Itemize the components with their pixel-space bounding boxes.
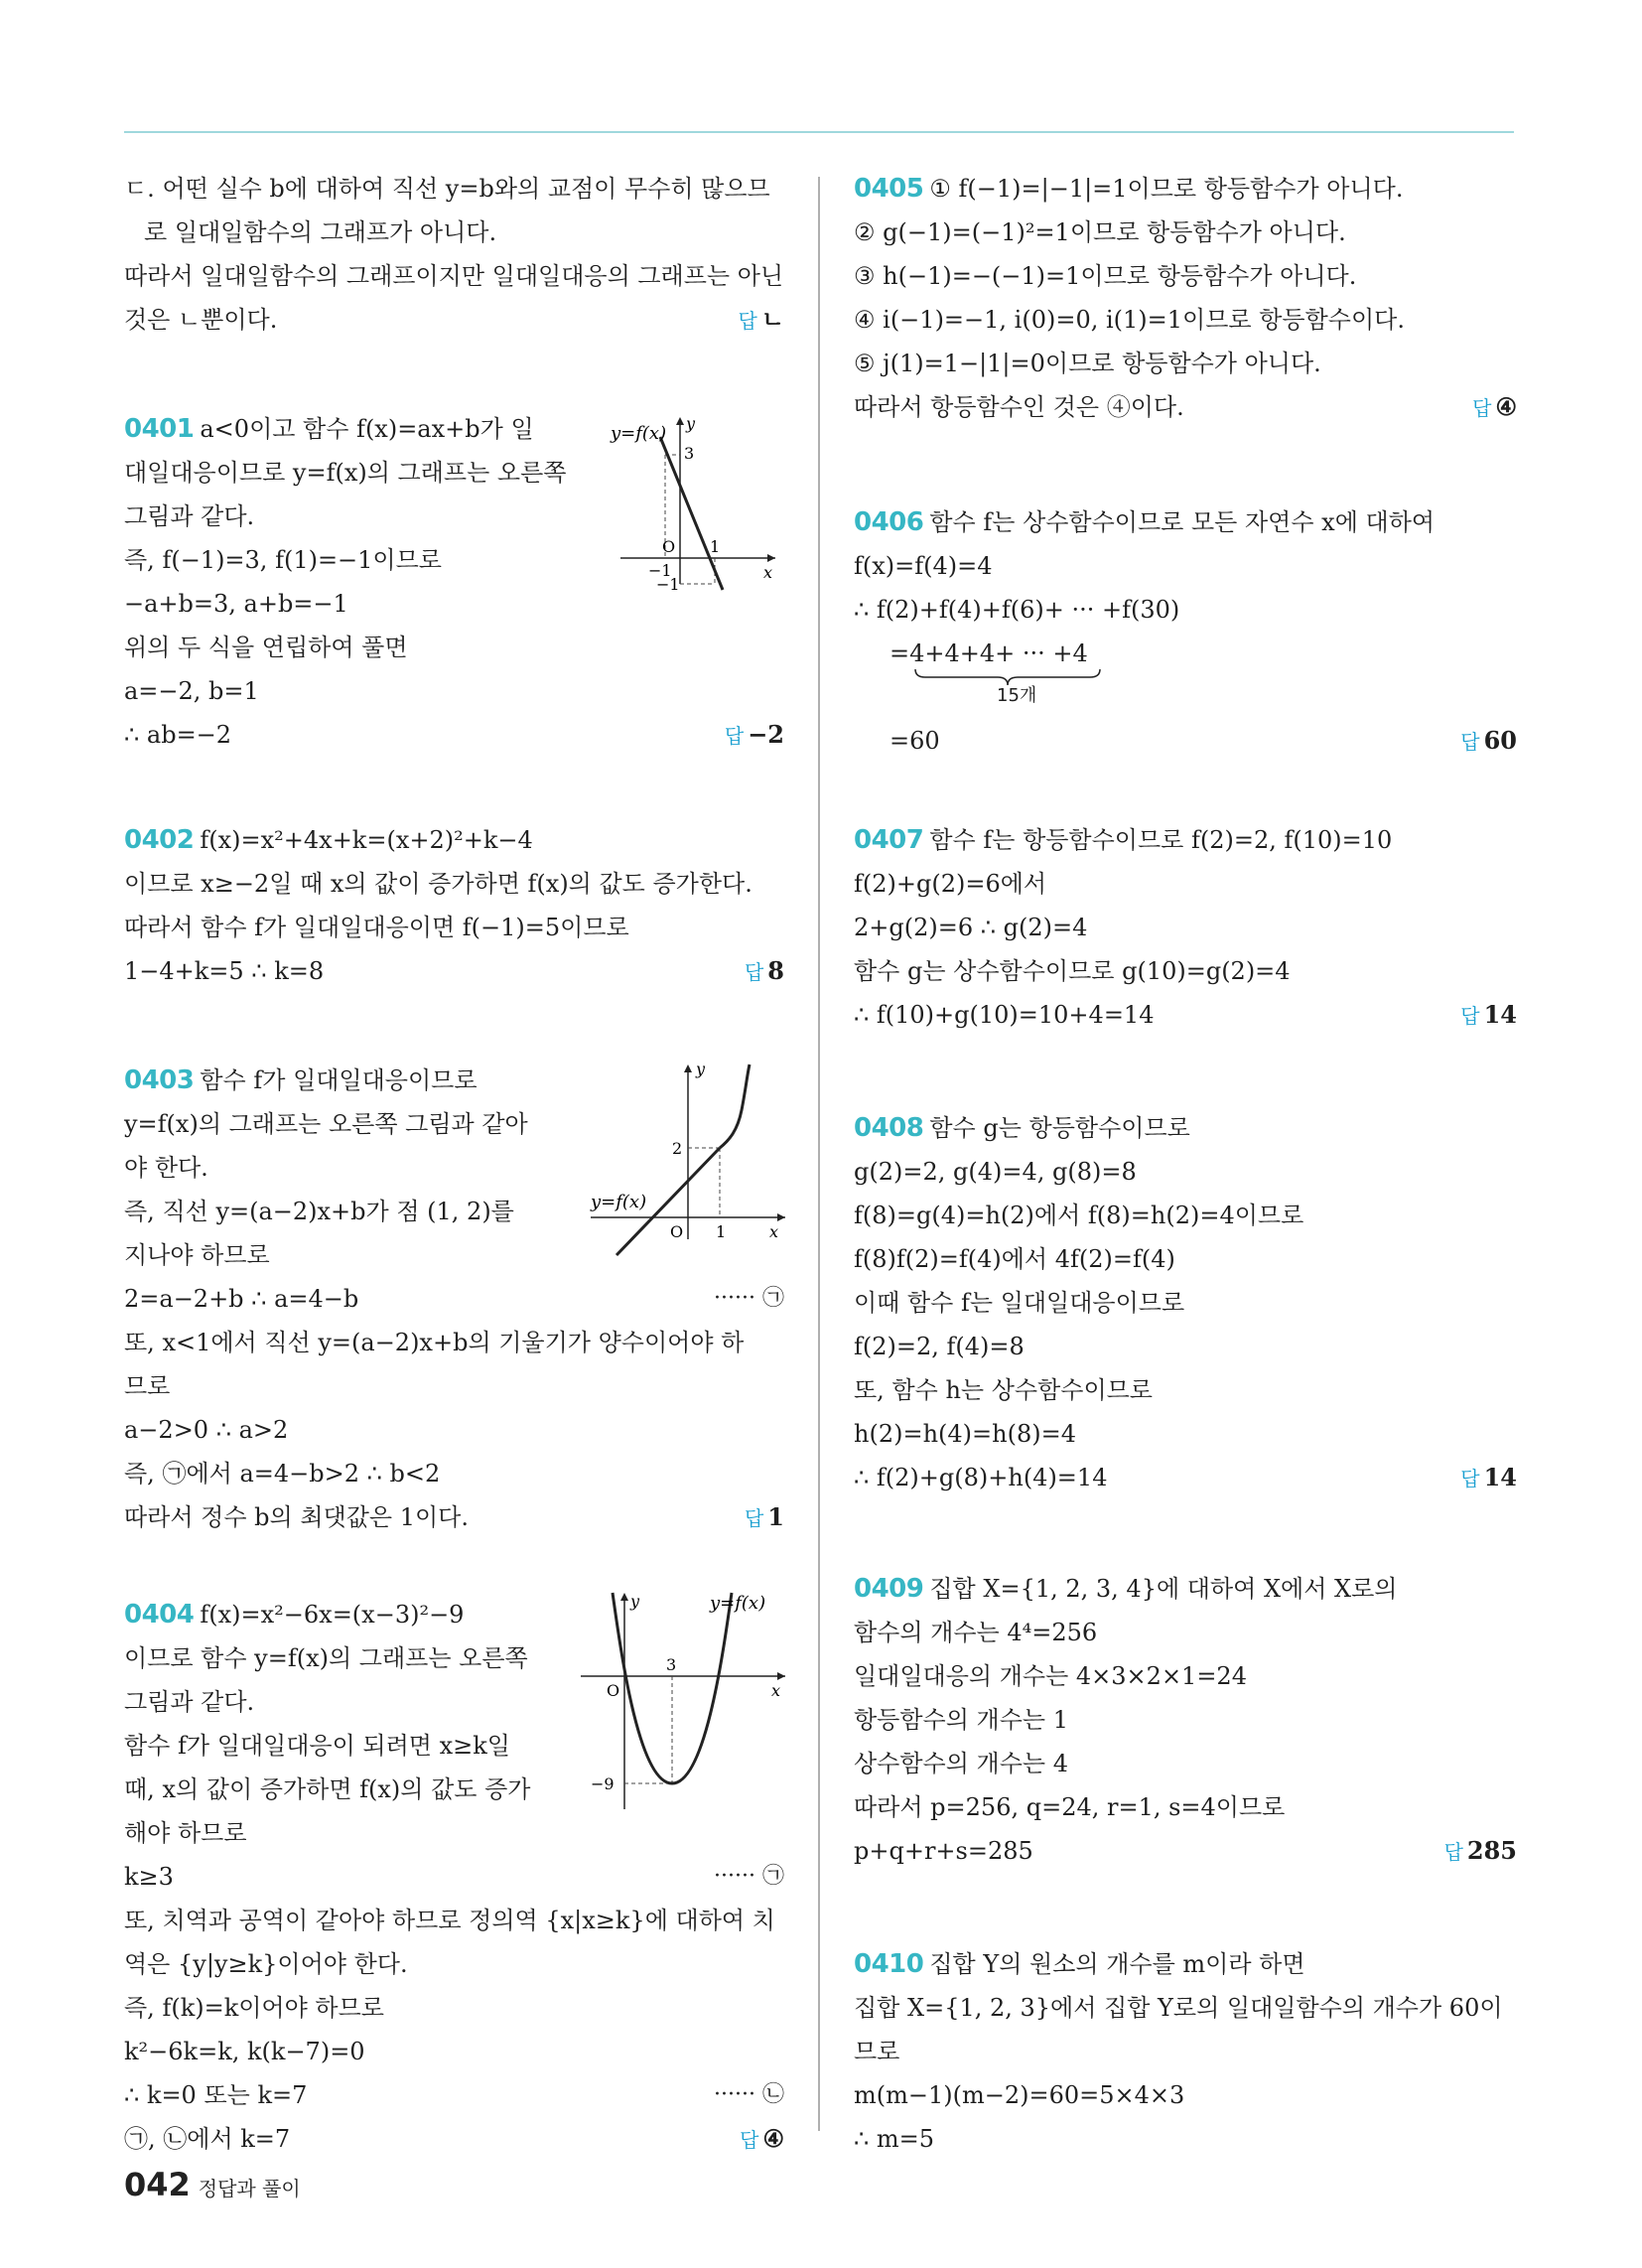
question-number: 0401 xyxy=(124,414,195,444)
text-line: 즉, ㉠에서 a=4−b>2 ∴ b<2 xyxy=(124,1460,441,1488)
text-line: ② g(−1)=(−1)²=1이므로 항등함수가 아니다. xyxy=(854,218,1346,246)
text-line: 따라서 일대일함수의 그래프이지만 일대일대응의 그래프는 아닌 xyxy=(124,262,784,290)
text-line: ∴ f(10)+g(10)=10+4=14 xyxy=(854,1001,1155,1029)
y-axis-label: y xyxy=(696,1060,706,1078)
origin-label: O xyxy=(607,1681,620,1700)
text-line: a=−2, b=1 xyxy=(124,677,259,705)
answer-badge xyxy=(745,1497,784,1538)
text-line: 함수 f가 일대일대응이 되려면 x≥k일 xyxy=(124,1732,510,1760)
top-rule xyxy=(124,131,1514,133)
text-line: 해야 하므로 xyxy=(124,1819,247,1847)
answer-label: 답 xyxy=(1460,730,1480,754)
text-line: ㄷ. 어떤 실수 b에 대하여 직선 y=b와의 교점이 무수히 많으므 xyxy=(124,175,770,203)
question-number: 0409 xyxy=(854,1574,924,1604)
y-axis-label: y xyxy=(686,414,696,433)
origin-label: O xyxy=(662,537,676,556)
tick-label: 3 xyxy=(666,1655,677,1674)
answer-badge xyxy=(725,715,784,756)
text-line: 이때 함수 f는 일대일대응이므로 xyxy=(854,1289,1185,1317)
origin-label: O xyxy=(670,1222,684,1241)
x-axis-label: x xyxy=(769,1222,779,1241)
text-line: 므로 xyxy=(124,1372,171,1400)
text-line: y=f(x)의 그래프는 오른쪽 그림과 같아 xyxy=(124,1110,528,1138)
answer-value: 60 xyxy=(1483,726,1517,755)
text-line: 그림과 같다. xyxy=(124,502,255,530)
answer-badge xyxy=(1472,387,1517,428)
text-line: f(8)=g(4)=h(2)에서 f(8)=h(2)=4이므로 xyxy=(854,1202,1304,1229)
text-line: f(2)=2, f(4)=8 xyxy=(854,1333,1025,1360)
text-line xyxy=(854,820,1517,860)
y-axis-label: y xyxy=(630,1592,640,1611)
text-line: 따라서 항등함수인 것은 ④이다. xyxy=(854,393,1184,421)
text-line: ∴ k=0 또는 k=7 xyxy=(124,2081,308,2109)
text-line: 때, x의 값이 증가하면 f(x)의 값도 증가 xyxy=(124,1775,531,1803)
question-number: 0410 xyxy=(854,1949,924,1979)
text-line xyxy=(854,502,1517,542)
text-line: 야 한다. xyxy=(124,1154,208,1182)
answer-label: 답 xyxy=(738,309,757,333)
text-line: ∴ m=5 xyxy=(854,2125,935,2153)
brace-label: 15개 xyxy=(997,685,1037,706)
answer-badge xyxy=(1460,721,1517,762)
text-line: 따라서 p=256, q=24, r=1, s=4이므로 xyxy=(854,1793,1286,1821)
answer-value: 285 xyxy=(1466,1836,1517,1865)
text-line: 2=a−2+b ∴ a=4−b xyxy=(124,1285,359,1313)
text-line: k≥3 xyxy=(124,1863,174,1891)
graph-0401 xyxy=(611,415,779,594)
answer-label: 답 xyxy=(1472,396,1492,420)
text-line: 로 일대일함수의 그래프가 아니다. xyxy=(144,218,497,246)
answer-label: 답 xyxy=(740,2128,759,2152)
answer-badge xyxy=(740,2119,784,2160)
text-line: ⑤ j(1)=1−|1|=0이므로 항등함수가 아니다. xyxy=(854,350,1321,377)
text-line-content: 함수 g는 항등함수이므로 xyxy=(929,1114,1190,1142)
text-line: a−2>0 ∴ a>2 xyxy=(124,1416,289,1444)
text-line: −a+b=3, a+b=−1 xyxy=(124,590,348,618)
page-footer xyxy=(124,2163,301,2206)
text-line: 항등함수의 개수는 1 xyxy=(854,1706,1068,1734)
text-line-content: a<0이고 함수 f(x)=ax+b가 일 xyxy=(200,415,534,443)
text-line-content: f(x)=x²−6x=(x−3)²−9 xyxy=(200,1601,465,1629)
answer-value: ④ xyxy=(1495,392,1517,421)
equation-marker: ······ ㉠ xyxy=(714,1286,784,1311)
text-line: f(x)=f(4)=4 xyxy=(854,552,993,580)
question-number: 0403 xyxy=(124,1065,195,1095)
answer-label: 답 xyxy=(724,724,745,748)
answer-badge xyxy=(745,951,784,992)
text-line: 함수 g는 상수함수이므로 g(10)=g(2)=4 xyxy=(854,957,1291,985)
tick-label: 1 xyxy=(716,1222,727,1241)
text-line: 또, 함수 h는 상수함수이므로 xyxy=(854,1376,1153,1404)
text-line: k²−6k=k, k(k−7)=0 xyxy=(124,2038,365,2065)
question-number: 0405 xyxy=(854,174,924,204)
x-axis-label: x xyxy=(771,1681,781,1700)
answer-label: 답 xyxy=(1460,1004,1480,1028)
text-line: 또, x<1에서 직선 y=(a−2)x+b의 기울기가 양수이어야 하 xyxy=(124,1329,745,1356)
answer-label: 답 xyxy=(744,960,764,984)
text-line: 1−4+k=5 ∴ k=8 xyxy=(124,957,325,985)
text-line-content: 함수 f는 상수함수이므로 모든 자연수 x에 대하여 xyxy=(929,508,1436,536)
answer-value: ㄴ xyxy=(760,305,784,334)
question-number: 0402 xyxy=(124,825,195,855)
text-line: 이므로 함수 y=f(x)의 그래프는 오른쪽 xyxy=(124,1644,528,1672)
x-axis-label: x xyxy=(763,563,773,582)
text-line: ∴ ab=−2 xyxy=(124,721,232,749)
equation-marker: ······ ㉡ xyxy=(714,2082,784,2107)
answer-value: 8 xyxy=(767,956,784,985)
text-line-content: 집합 Y의 원소의 개수를 m이라 하면 xyxy=(929,1950,1305,1978)
curve-label: y=f(x) xyxy=(611,423,667,444)
tick-label: −9 xyxy=(591,1774,615,1793)
text-line-content: 함수 f가 일대일대응이므로 xyxy=(200,1066,478,1094)
text-line: 2+g(2)=6 ∴ g(2)=4 xyxy=(854,914,1088,941)
text-line: 역은 {y|y≥k}이어야 한다. xyxy=(124,1950,408,1978)
text-line: 즉, f(k)=k이어야 하므로 xyxy=(124,1994,384,2022)
text-line: 이므로 x≥−2일 때 x의 값이 증가하면 f(x)의 값도 증가한다. xyxy=(124,870,753,898)
answer-value: −2 xyxy=(748,720,784,749)
question-number: 0404 xyxy=(124,1600,195,1630)
answer-badge xyxy=(738,300,784,341)
answer-badge xyxy=(1460,1458,1517,1498)
curve-label: y=f(x) xyxy=(710,1593,766,1614)
answer-badge xyxy=(1444,1831,1517,1872)
text-line: 일대일대응의 개수는 4×3×2×1=24 xyxy=(854,1662,1247,1690)
text-line: ③ h(−1)=−(−1)=1이므로 항등함수가 아니다. xyxy=(854,262,1357,290)
text-line xyxy=(854,1569,1517,1609)
text-line-content: ① f(−1)=|−1|=1이므로 항등함수가 아니다. xyxy=(929,175,1404,203)
text-line: ④ i(−1)=−1, i(0)=0, i(1)=1이므로 항등함수이다. xyxy=(854,306,1405,334)
text-line-content: f(x)=x²+4x+k=(x+2)²+k−4 xyxy=(200,826,533,854)
text-line: ∴ f(2)+g(8)+h(4)=14 xyxy=(854,1464,1108,1491)
tick-label: −1 xyxy=(648,561,672,580)
answer-label: 답 xyxy=(1443,1840,1463,1864)
tick-label: 1 xyxy=(710,537,721,556)
text-line: 므로 xyxy=(854,2038,900,2065)
answer-value: 14 xyxy=(1483,1000,1517,1029)
text-line: 그림과 같다. xyxy=(124,1688,255,1716)
answer-value: 1 xyxy=(767,1502,784,1531)
text-line: f(8)f(2)=f(4)에서 4f(2)=f(4) xyxy=(854,1245,1175,1273)
text-line: 상수함수의 개수는 4 xyxy=(854,1750,1068,1777)
text-line: m(m−1)(m−2)=60=5×4×3 xyxy=(854,2081,1185,2109)
question-number: 0407 xyxy=(854,825,924,855)
text-line: 함수의 개수는 4⁴=256 xyxy=(854,1619,1098,1646)
tick-label: 3 xyxy=(684,444,695,463)
question-number: 0408 xyxy=(854,1113,924,1143)
equation-marker: ······ ㉠ xyxy=(714,1864,784,1889)
graph-0403 xyxy=(591,1061,789,1259)
text-line xyxy=(854,1108,1517,1148)
text-line: h(2)=h(4)=h(8)=4 xyxy=(854,1420,1076,1448)
answer-badge xyxy=(1460,995,1517,1036)
text-line: 따라서 함수 f가 일대일대응이면 f(−1)=5이므로 xyxy=(124,914,629,941)
text-line: =60 xyxy=(889,727,940,755)
answer-label: 답 xyxy=(1460,1467,1480,1490)
curve-label: y=f(x) xyxy=(591,1192,647,1212)
text-line: 대일대응이므로 y=f(x)의 그래프는 오른쪽 xyxy=(124,459,567,487)
text-line: 즉, 직선 y=(a−2)x+b가 점 (1, 2)를 xyxy=(124,1198,514,1225)
tick-label: 2 xyxy=(672,1139,683,1158)
text-line-content: 집합 X={1, 2, 3, 4}에 대하여 X에서 X로의 xyxy=(929,1575,1398,1603)
question-number: 0406 xyxy=(854,507,924,537)
text-line xyxy=(854,169,1517,209)
text-line: 것은 ㄴ뿐이다. xyxy=(124,306,278,334)
text-line: =4+4+4+ ··· +4 xyxy=(889,639,1088,667)
tick-label: −1 xyxy=(656,575,680,594)
column-divider xyxy=(818,177,820,2131)
footer-title: 정답과 풀이 xyxy=(198,2177,301,2200)
graph-0404 xyxy=(581,1589,789,1817)
text-line: ∴ f(2)+f(4)+f(6)+ ··· +f(30) xyxy=(854,596,1180,624)
answer-label: 답 xyxy=(744,1506,764,1530)
text-line: 따라서 정수 b의 최댓값은 1이다. xyxy=(124,1503,469,1531)
text-line xyxy=(124,820,784,860)
text-line: 지나야 하므로 xyxy=(124,1241,270,1269)
answer-value: ④ xyxy=(762,2124,784,2153)
page-number: 042 xyxy=(124,2166,191,2203)
text-line: 즉, f(−1)=3, f(1)=−1이므로 xyxy=(124,546,442,574)
answer-value: 14 xyxy=(1483,1463,1517,1491)
text-line: 집합 X={1, 2, 3}에서 집합 Y로의 일대일함수의 개수가 60이 xyxy=(854,1994,1503,2022)
text-line: g(2)=2, g(4)=4, g(8)=8 xyxy=(854,1158,1137,1186)
text-line xyxy=(854,1944,1517,1984)
text-line: ㉠, ㉡에서 k=7 xyxy=(124,2125,291,2153)
text-line: p+q+r+s=285 xyxy=(854,1837,1033,1865)
text-line: f(2)+g(2)=6에서 xyxy=(854,870,1047,898)
text-line-content: 함수 f는 항등함수이므로 f(2)=2, f(10)=10 xyxy=(929,826,1393,854)
text-line: 위의 두 식을 연립하여 풀면 xyxy=(124,634,408,661)
text-line: 또, 치역과 공역이 같아야 하므로 정의역 {x|x≥k}에 대하여 치 xyxy=(124,1907,775,1934)
